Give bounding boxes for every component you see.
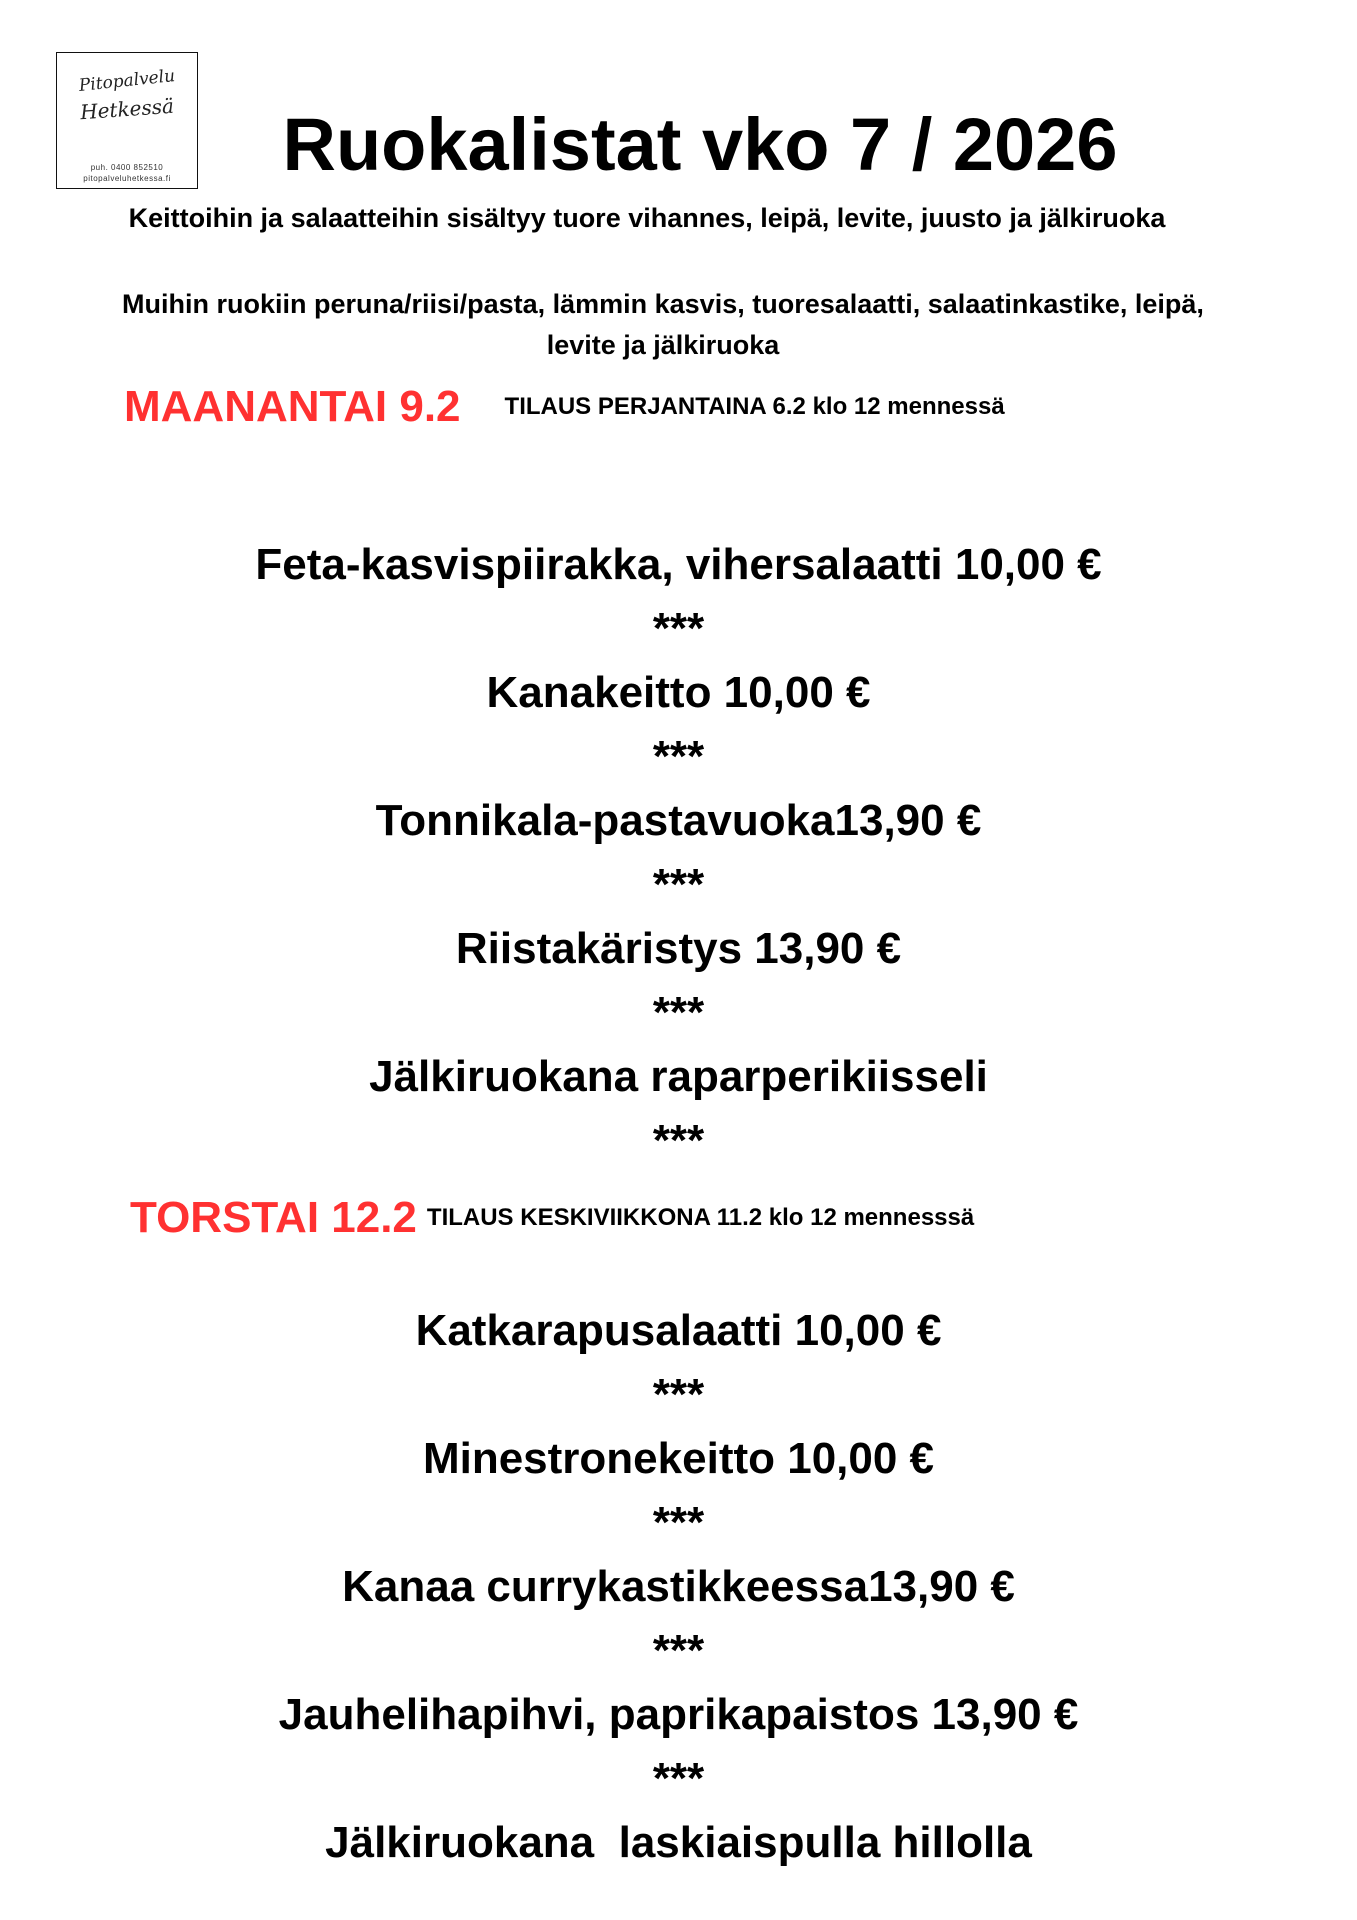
menu-item: Kanaa currykastikkeessa13,90 €	[342, 1562, 1015, 1611]
order-deadline-note: TILAUS KESKIVIIKKONA 11.2 klo 12 mennesssä	[426, 1204, 975, 1231]
menu-item: Feta-kasvispiirakka, vihersalaatti 10,00 €	[255, 540, 1102, 589]
other-dishes-note-line2: levite ja jälkiruoka	[546, 329, 780, 360]
soup-salad-includes-note: Keittoihin ja salaatteihin sisältyy tuore vihannes, leipä, levite, juusto ja jälkiruoka	[128, 203, 1166, 233]
menu-item: Kanakeitto 10,00 €	[486, 668, 871, 717]
menu-item: Minestronekeitto 10,00 €	[422, 1434, 935, 1483]
logo-name-line1: Pitopalvelu	[77, 66, 176, 96]
day-label: MAANANTAI 9.2	[124, 382, 461, 431]
separator: ***	[652, 1498, 705, 1547]
logo-website: pitopalveluhetkessa.fi	[83, 174, 171, 183]
menu-item: Katkarapusalaatti 10,00 €	[415, 1306, 942, 1355]
menu-item: Jauhelihapihvi, paprikapaistos 13,90 €	[278, 1690, 1079, 1739]
page-title: Ruokalistat vko 7 / 2026	[282, 103, 1118, 186]
separator: ***	[652, 988, 705, 1037]
menu-item: Riistakäristys 13,90 €	[455, 924, 902, 973]
company-logo	[56, 52, 198, 189]
separator: ***	[652, 1754, 705, 1803]
day-header-thursday	[130, 1193, 975, 1242]
day-header-monday	[124, 382, 1005, 431]
other-dishes-note-line1: Muihin ruokiin peruna/riisi/pasta, lämmin kasvis, tuoresalaatti, salaatinkastike, leipä,	[122, 289, 1204, 319]
menu-list-thursday	[0, 1300, 1357, 1874]
separator: ***	[652, 732, 705, 781]
menu-list-monday	[0, 534, 1357, 1174]
logo-name-line2: Hetkessä	[79, 93, 175, 125]
separator: ***	[652, 604, 705, 653]
dessert-item: Jälkiruokana laskiaispulla hillolla	[325, 1818, 1032, 1867]
dessert-item: Jälkiruokana raparperikiisseli	[369, 1052, 988, 1101]
menu-item: Tonnikala-pastavuoka13,90 €	[375, 796, 982, 845]
separator: ***	[652, 1626, 705, 1675]
separator: ***	[652, 1370, 705, 1419]
order-deadline-note: TILAUS PERJANTAINA 6.2 klo 12 mennessä	[504, 393, 1005, 420]
separator: ***	[652, 1116, 705, 1165]
separator: ***	[652, 860, 705, 909]
logo-phone: puh. 0400 852510	[90, 163, 164, 172]
other-dishes-includes-note	[8, 284, 1318, 365]
day-label: TORSTAI 12.2	[130, 1193, 417, 1242]
